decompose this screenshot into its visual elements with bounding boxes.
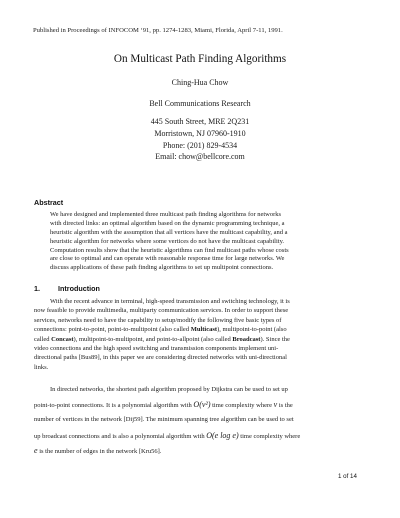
text-run: up broadcast connections and is also a polynomial algorithm with <box>34 432 207 440</box>
paragraph-line <box>34 325 366 334</box>
text-run: time complexity where <box>238 432 301 440</box>
term-concast: Concast <box>51 335 74 343</box>
paragraph-line: video connections and the high speed switching and transmission components implement uni- <box>34 344 279 352</box>
abstract-heading: Abstract <box>34 198 64 207</box>
text-run: ), multipoint-to-point (also <box>217 326 287 334</box>
paragraph-line: services, networks need to have the capability to setup/modify the following five basic types of <box>34 316 282 324</box>
paragraph-line: now feasible to provide multimedia, multiparty communication services. In order to support these <box>34 307 289 315</box>
author-affiliation: Bell Communications Research <box>149 99 251 108</box>
paragraph-line: links. <box>34 363 49 371</box>
author-name: Ching-Hua Chow <box>171 78 229 87</box>
math-complexity-v2: O(v²) <box>193 400 211 410</box>
paragraph-line <box>34 335 366 344</box>
address-street: 445 South Street, MRE 2Q231 <box>150 117 250 126</box>
abstract-line: heuristic algorithm with the assumption that all vertices have the multicast capability, and a <box>50 228 288 236</box>
section-heading <box>34 284 100 293</box>
text-run: point-to-point connections. It is a polynomial algorithm with <box>34 402 194 410</box>
paragraph-line: directional paths [Bus89], in this paper we are considering directed networks with uni-directional <box>34 354 287 362</box>
term-broadcast: Broadcast <box>232 335 261 343</box>
paragraph-line: number of vertices in the network [Dij59]. The minimum spanning tree algorithm can be used to set <box>34 416 294 424</box>
text-run: is the <box>277 402 293 410</box>
abstract-line: Computation results show that the heuristic algorithms can find multicast paths whose costs <box>50 246 289 254</box>
text-run: is the number of edges in the network [Kru56]. <box>37 447 162 455</box>
text-run: time complexity where <box>210 402 274 410</box>
intro-paragraph-1 <box>34 297 366 372</box>
abstract-line: We have designed and implemented three multicast path finding algorithms for networks <box>50 211 282 218</box>
math-var-e: e <box>34 445 38 455</box>
text-run: connections: point-to-point, point-to-multipoint (also called <box>34 326 191 334</box>
intro-paragraph-2 <box>34 382 366 458</box>
text-run: ), multipoint-to-multipoint, and point-to-allpoint (also called <box>73 335 233 343</box>
address-email: Email: chow@bellcore.com <box>155 152 245 162</box>
math-var-v: v <box>273 400 278 410</box>
paragraph-line <box>34 397 366 412</box>
address-phone: Phone: (201) 829-4534 <box>162 140 238 150</box>
publication-note: Published in Proceedings of INFOCOM ‘91, pp. 1274-1283, Miami, Florida, April 7-11, 1991. <box>33 27 283 34</box>
paragraph-line: With the recent advance in terminal, high-speed transmission and switching technology, it is <box>50 298 290 305</box>
paragraph-line: In directed networks, the shortest path algorithm proposed by Dijkstra can be used to set up <box>50 386 288 393</box>
abstract-line: discuss applications of these path finding algorithms to set up multipoint connections. <box>50 264 274 272</box>
section-title: Introduction <box>58 284 100 293</box>
address-city: Morristown, NJ 07960-1910 <box>154 128 246 138</box>
math-complexity-eloge: O(e log e) <box>206 430 239 440</box>
paper-title: On Multicast Path Finding Algorithms <box>113 53 287 65</box>
text-run: called <box>34 335 52 343</box>
abstract-line: heuristic algorithm for networks where some vertices do not have the multicast capability. <box>50 237 285 245</box>
page-number: 1 of 14 <box>338 473 357 480</box>
paragraph-line <box>34 443 366 458</box>
paragraph-line <box>34 428 366 443</box>
text-run: ). Since the <box>260 335 290 343</box>
section-number: 1. <box>34 284 40 293</box>
author-address-block <box>0 116 400 163</box>
abstract-body <box>50 211 352 273</box>
abstract-line: with directed links: an optimal algorithm based on the dynamic programming technique, a <box>50 219 285 227</box>
abstract-line: are close to optimal and can operate with reasonable response time for large networks. We <box>50 255 285 263</box>
term-multicast: Multicast <box>190 326 218 334</box>
